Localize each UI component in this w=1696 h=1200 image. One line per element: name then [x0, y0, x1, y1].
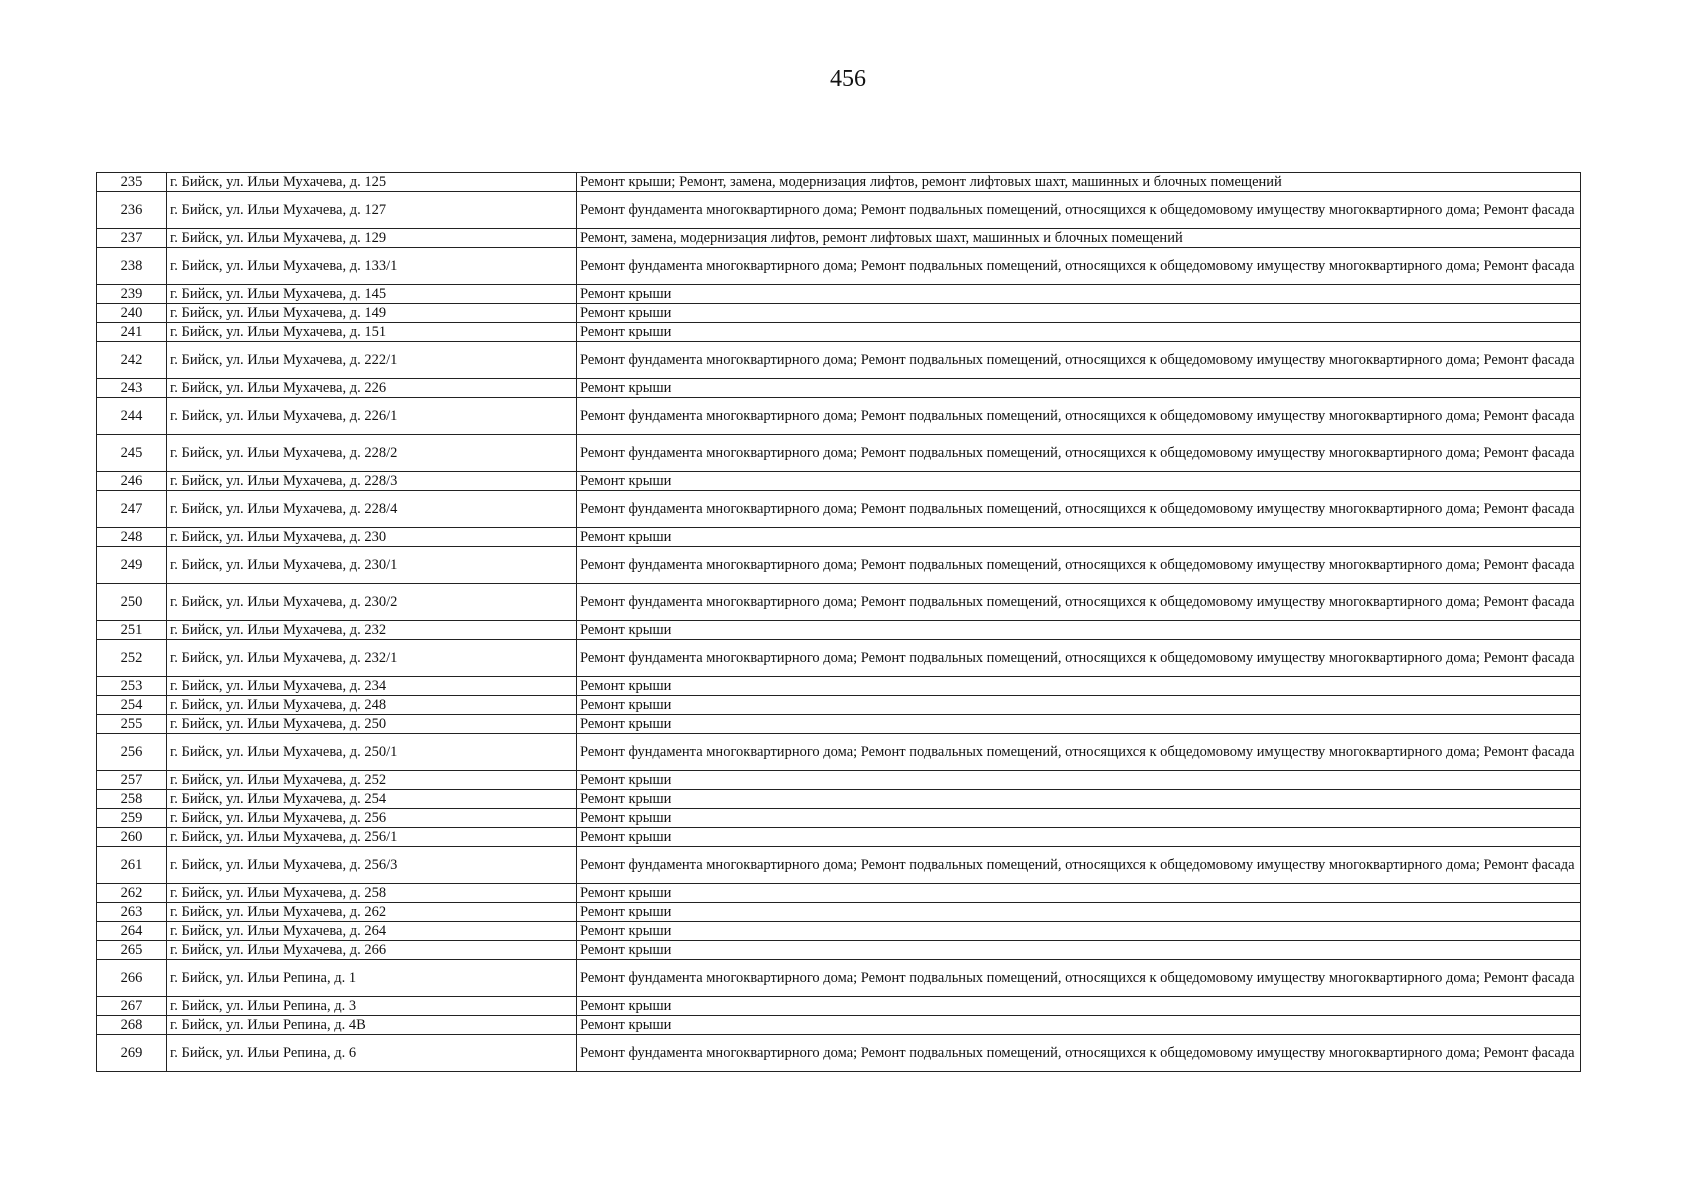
- address-cell: г. Бийск, ул. Ильи Мухачева, д. 127: [167, 192, 577, 229]
- works-cell: Ремонт крыши: [577, 323, 1581, 342]
- address-cell: г. Бийск, ул. Ильи Мухачева, д. 252: [167, 771, 577, 790]
- works-cell: Ремонт фундамента многоквартирного дома; Ремонт подвальных помещений, относящихся к общедомовому имуществу многоквартирного дома; Ремонт фасада: [577, 847, 1581, 884]
- table-row: [97, 941, 1581, 960]
- table-row: [97, 379, 1581, 398]
- row-number-cell: 263: [97, 903, 167, 922]
- row-number-cell: 244: [97, 398, 167, 435]
- address-cell: г. Бийск, ул. Ильи Мухачева, д. 248: [167, 696, 577, 715]
- works-cell: Ремонт крыши: [577, 941, 1581, 960]
- works-cell: Ремонт фундамента многоквартирного дома; Ремонт подвальных помещений, относящихся к общедомовому имуществу многоквартирного дома; Ремонт фасада: [577, 248, 1581, 285]
- table-row: [97, 192, 1581, 229]
- address-cell: г. Бийск, ул. Ильи Мухачева, д. 232/1: [167, 640, 577, 677]
- works-cell: Ремонт фундамента многоквартирного дома; Ремонт подвальных помещений, относящихся к общедомовому имуществу многоквартирного дома; Ремонт фасада: [577, 491, 1581, 528]
- row-number-cell: 268: [97, 1016, 167, 1035]
- table-row: [97, 828, 1581, 847]
- address-cell: г. Бийск, ул. Ильи Мухачева, д. 151: [167, 323, 577, 342]
- table-row: [97, 884, 1581, 903]
- works-cell: Ремонт крыши: [577, 472, 1581, 491]
- works-cell: Ремонт фундамента многоквартирного дома; Ремонт подвальных помещений, относящихся к общедомовому имуществу многоквартирного дома; Ремонт фасада: [577, 192, 1581, 229]
- row-number-cell: 241: [97, 323, 167, 342]
- table-row: [97, 809, 1581, 828]
- works-cell: Ремонт крыши: [577, 379, 1581, 398]
- address-cell: г. Бийск, ул. Ильи Мухачева, д. 266: [167, 941, 577, 960]
- address-cell: г. Бийск, ул. Ильи Мухачева, д. 226: [167, 379, 577, 398]
- works-cell: Ремонт, замена, модернизация лифтов, ремонт лифтовых шахт, машинных и блочных помещений: [577, 229, 1581, 248]
- table-row: [97, 491, 1581, 528]
- address-cell: г. Бийск, ул. Ильи Мухачева, д. 222/1: [167, 342, 577, 379]
- works-cell: Ремонт фундамента многоквартирного дома; Ремонт подвальных помещений, относящихся к общедомовому имуществу многоквартирного дома; Ремонт фасада: [577, 547, 1581, 584]
- address-cell: г. Бийск, ул. Ильи Мухачева, д. 228/4: [167, 491, 577, 528]
- row-number-cell: 239: [97, 285, 167, 304]
- works-cell: Ремонт крыши; Ремонт, замена, модернизация лифтов, ремонт лифтовых шахт, машинных и блочных помещений: [577, 173, 1581, 192]
- table-row: [97, 435, 1581, 472]
- table-row: [97, 528, 1581, 547]
- address-cell: г. Бийск, ул. Ильи Мухачева, д. 125: [167, 173, 577, 192]
- row-number-cell: 255: [97, 715, 167, 734]
- works-cell: Ремонт крыши: [577, 828, 1581, 847]
- works-cell: Ремонт крыши: [577, 677, 1581, 696]
- table-row: [97, 997, 1581, 1016]
- row-number-cell: 246: [97, 472, 167, 491]
- works-cell: Ремонт крыши: [577, 1016, 1581, 1035]
- row-number-cell: 245: [97, 435, 167, 472]
- table-row: [97, 229, 1581, 248]
- table-row: [97, 547, 1581, 584]
- table-row: [97, 472, 1581, 491]
- works-cell: Ремонт фундамента многоквартирного дома; Ремонт подвальных помещений, относящихся к общедомовому имуществу многоквартирного дома; Ремонт фасада: [577, 584, 1581, 621]
- row-number-cell: 266: [97, 960, 167, 997]
- table-row: [97, 715, 1581, 734]
- works-cell: Ремонт фундамента многоквартирного дома; Ремонт подвальных помещений, относящихся к общедомовому имуществу многоквартирного дома; Ремонт фасада: [577, 342, 1581, 379]
- table-row: [97, 621, 1581, 640]
- works-cell: Ремонт фундамента многоквартирного дома; Ремонт подвальных помещений, относящихся к общедомовому имуществу многоквартирного дома; Ремонт фасада: [577, 398, 1581, 435]
- address-cell: г. Бийск, ул. Ильи Мухачева, д. 250: [167, 715, 577, 734]
- address-cell: г. Бийск, ул. Ильи Мухачева, д. 264: [167, 922, 577, 941]
- address-cell: г. Бийск, ул. Ильи Мухачева, д. 254: [167, 790, 577, 809]
- works-cell: Ремонт крыши: [577, 771, 1581, 790]
- table-row: [97, 304, 1581, 323]
- address-cell: г. Бийск, ул. Ильи Мухачева, д. 149: [167, 304, 577, 323]
- row-number-cell: 248: [97, 528, 167, 547]
- table-row: [97, 960, 1581, 997]
- address-cell: г. Бийск, ул. Ильи Мухачева, д. 232: [167, 621, 577, 640]
- address-cell: г. Бийск, ул. Ильи Репина, д. 4В: [167, 1016, 577, 1035]
- address-cell: г. Бийск, ул. Ильи Мухачева, д. 129: [167, 229, 577, 248]
- address-cell: г. Бийск, ул. Ильи Мухачева, д. 256/3: [167, 847, 577, 884]
- row-number-cell: 240: [97, 304, 167, 323]
- table-row: [97, 398, 1581, 435]
- table-row: [97, 771, 1581, 790]
- address-cell: г. Бийск, ул. Ильи Мухачева, д. 258: [167, 884, 577, 903]
- row-number-cell: 251: [97, 621, 167, 640]
- address-cell: г. Бийск, ул. Ильи Мухачева, д. 228/2: [167, 435, 577, 472]
- table-body: [97, 173, 1581, 1072]
- address-cell: г. Бийск, ул. Ильи Мухачева, д. 256/1: [167, 828, 577, 847]
- address-cell: г. Бийск, ул. Ильи Мухачева, д. 230/2: [167, 584, 577, 621]
- works-cell: Ремонт крыши: [577, 997, 1581, 1016]
- works-cell: Ремонт крыши: [577, 884, 1581, 903]
- address-cell: г. Бийск, ул. Ильи Мухачева, д. 234: [167, 677, 577, 696]
- row-number-cell: 236: [97, 192, 167, 229]
- table-row: [97, 584, 1581, 621]
- address-cell: г. Бийск, ул. Ильи Мухачева, д. 250/1: [167, 734, 577, 771]
- row-number-cell: 247: [97, 491, 167, 528]
- works-cell: Ремонт крыши: [577, 528, 1581, 547]
- table-row: [97, 677, 1581, 696]
- address-cell: г. Бийск, ул. Ильи Мухачева, д. 226/1: [167, 398, 577, 435]
- table-row: [97, 903, 1581, 922]
- address-cell: г. Бийск, ул. Ильи Репина, д. 6: [167, 1035, 577, 1072]
- works-cell: Ремонт фундамента многоквартирного дома; Ремонт подвальных помещений, относящихся к общедомовому имуществу многоквартирного дома; Ремонт фасада: [577, 435, 1581, 472]
- table-row: [97, 696, 1581, 715]
- address-cell: г. Бийск, ул. Ильи Мухачева, д. 228/3: [167, 472, 577, 491]
- row-number-cell: 261: [97, 847, 167, 884]
- works-cell: Ремонт крыши: [577, 790, 1581, 809]
- row-number-cell: 235: [97, 173, 167, 192]
- address-cell: г. Бийск, ул. Ильи Мухачева, д. 256: [167, 809, 577, 828]
- row-number-cell: 242: [97, 342, 167, 379]
- works-table: [96, 172, 1581, 1072]
- row-number-cell: 265: [97, 941, 167, 960]
- row-number-cell: 243: [97, 379, 167, 398]
- works-cell: Ремонт крыши: [577, 696, 1581, 715]
- address-cell: г. Бийск, ул. Ильи Мухачева, д. 133/1: [167, 248, 577, 285]
- address-cell: г. Бийск, ул. Ильи Мухачева, д. 145: [167, 285, 577, 304]
- row-number-cell: 267: [97, 997, 167, 1016]
- row-number-cell: 258: [97, 790, 167, 809]
- row-number-cell: 250: [97, 584, 167, 621]
- table-row: [97, 285, 1581, 304]
- address-cell: г. Бийск, ул. Ильи Мухачева, д. 262: [167, 903, 577, 922]
- works-cell: Ремонт крыши: [577, 304, 1581, 323]
- works-cell: Ремонт фундамента многоквартирного дома; Ремонт подвальных помещений, относящихся к общедомовому имуществу многоквартирного дома; Ремонт фасада: [577, 734, 1581, 771]
- works-cell: Ремонт фундамента многоквартирного дома; Ремонт подвальных помещений, относящихся к общедомовому имуществу многоквартирного дома; Ремонт фасада: [577, 640, 1581, 677]
- works-cell: Ремонт крыши: [577, 809, 1581, 828]
- table-row: [97, 173, 1581, 192]
- address-cell: г. Бийск, ул. Ильи Репина, д. 1: [167, 960, 577, 997]
- row-number-cell: 254: [97, 696, 167, 715]
- table-row: [97, 323, 1581, 342]
- works-cell: Ремонт крыши: [577, 285, 1581, 304]
- table-row: [97, 342, 1581, 379]
- address-cell: г. Бийск, ул. Ильи Мухачева, д. 230/1: [167, 547, 577, 584]
- row-number-cell: 262: [97, 884, 167, 903]
- table-row: [97, 640, 1581, 677]
- row-number-cell: 257: [97, 771, 167, 790]
- works-cell: Ремонт крыши: [577, 715, 1581, 734]
- table-row: [97, 248, 1581, 285]
- row-number-cell: 253: [97, 677, 167, 696]
- address-cell: г. Бийск, ул. Ильи Репина, д. 3: [167, 997, 577, 1016]
- works-cell: Ремонт фундамента многоквартирного дома; Ремонт подвальных помещений, относящихся к общедомовому имуществу многоквартирного дома; Ремонт фасада: [577, 1035, 1581, 1072]
- row-number-cell: 259: [97, 809, 167, 828]
- works-cell: Ремонт крыши: [577, 621, 1581, 640]
- row-number-cell: 252: [97, 640, 167, 677]
- row-number-cell: 237: [97, 229, 167, 248]
- works-cell: Ремонт крыши: [577, 903, 1581, 922]
- works-cell: Ремонт фундамента многоквартирного дома; Ремонт подвальных помещений, относящихся к общедомовому имуществу многоквартирного дома; Ремонт фасада: [577, 960, 1581, 997]
- row-number-cell: 260: [97, 828, 167, 847]
- row-number-cell: 238: [97, 248, 167, 285]
- table-row: [97, 922, 1581, 941]
- row-number-cell: 249: [97, 547, 167, 584]
- table-row: [97, 1016, 1581, 1035]
- row-number-cell: 264: [97, 922, 167, 941]
- address-cell: г. Бийск, ул. Ильи Мухачева, д. 230: [167, 528, 577, 547]
- page-number: 456: [830, 66, 866, 92]
- table-row: [97, 847, 1581, 884]
- table-row: [97, 790, 1581, 809]
- table-row: [97, 734, 1581, 771]
- row-number-cell: 269: [97, 1035, 167, 1072]
- works-cell: Ремонт крыши: [577, 922, 1581, 941]
- row-number-cell: 256: [97, 734, 167, 771]
- table-row: [97, 1035, 1581, 1072]
